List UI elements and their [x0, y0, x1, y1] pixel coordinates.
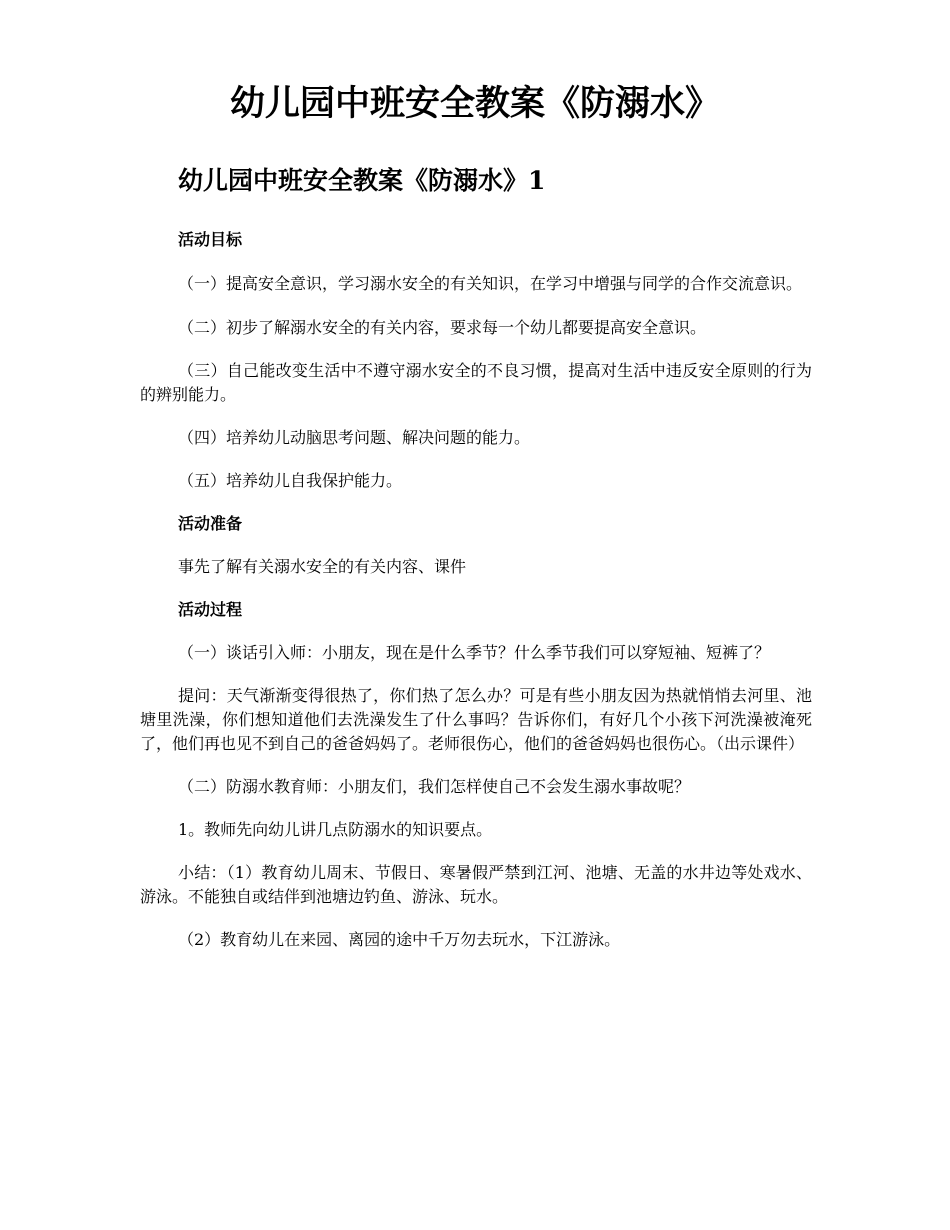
paragraph-process-point-1: 1。教师先向幼儿讲几点防溺水的知识要点。 — [178, 820, 493, 839]
paragraph-goal-5: （五）培养幼儿自我保护能力。 — [178, 471, 403, 490]
paragraph-process-question: 提问：天气渐渐变得很热了，你们热了怎么办？可是有些小朋友因为热就悄悄去河里、池塘里洗澡，你们想知道他们去洗澡发生了什么事吗？告诉你们，有好几个小孩下河洗澡被淹死了，他们再也见不到自己的爸爸妈妈了。老师很伤心，他们的爸爸妈妈也很伤心。（出示课件） — [140, 686, 812, 753]
paragraph-goal-1: （一）提高安全意识，学习溺水安全的有关知识，在学习中增强与同学的合作交流意识。 — [178, 274, 803, 293]
paragraph-summary-1: 小结：（1）教育幼儿周末、节假日、寒暑假严禁到江河、池塘、无盖的水井边等处戏水、游泳。不能独自或结伴到池塘边钓鱼、游泳、玩水。 — [140, 863, 812, 906]
section-title: 幼儿园中班安全教案《防溺水》1 — [178, 166, 546, 195]
paragraph-process-2: （二）防溺水教育师：小朋友们，我们怎样使自己不会发生溺水事故呢？ — [178, 777, 691, 796]
heading-activity-preparation: 活动准备 — [178, 514, 243, 533]
paragraph-process-1: （一）谈话引入师：小朋友，现在是什么季节？什么季节我们可以穿短袖、短裤了？ — [178, 643, 771, 662]
heading-activity-goals: 活动目标 — [178, 230, 243, 249]
document-body — [140, 228, 812, 952]
paragraph-goal-3: （三）自己能改变生活中不遵守溺水安全的不良习惯，提高对生活中违反安全原则的行为的辨别能力。 — [140, 361, 812, 404]
paragraph-goal-4: （四）培养幼儿动脑思考问题、解决问题的能力。 — [178, 428, 531, 447]
paragraph-goal-2: （二）初步了解溺水安全的有关内容，要求每一个幼儿都要提高安全意识。 — [178, 318, 707, 337]
heading-activity-process: 活动过程 — [178, 600, 243, 619]
paragraph-preparation: 事先了解有关溺水安全的有关内容、课件 — [178, 557, 467, 576]
paragraph-summary-2: （2）教育幼儿在来园、离园的途中千万勿去玩水，下江游泳。 — [178, 930, 621, 949]
document-title: 幼儿园中班安全教案《防溺水》 — [229, 83, 720, 124]
